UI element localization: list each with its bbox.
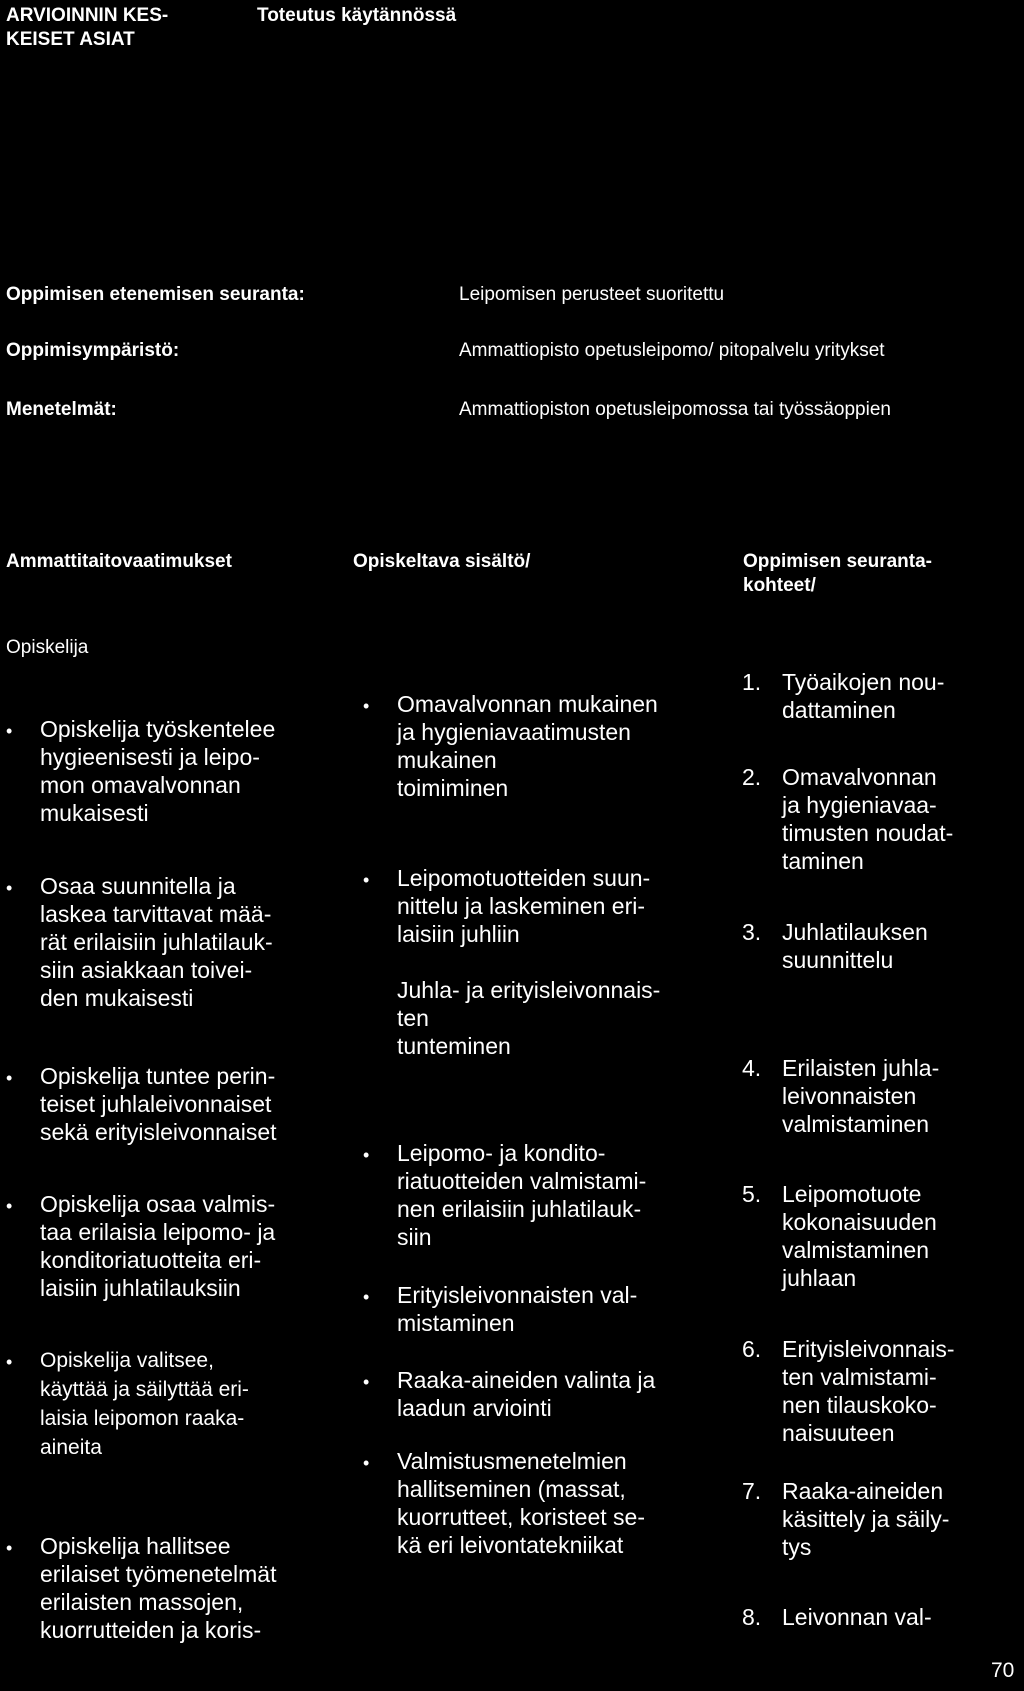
item-number: 6.: [742, 1336, 762, 1362]
list-item: [742, 1603, 1012, 1631]
list-item: • Opiskelija hallitsee erilaiset työmenetelmät erilaisten massojen, kuorrutteiden ja koris-: [0, 1532, 345, 1644]
list-item: • Osaa suunnitella ja laskea tarvittavat mää- rät erilaisiin juhlatilauk- siin asiakkaan toivei- den mukaisesti: [0, 872, 345, 1012]
list-item: • Opiskelija osaa valmis- taa erilaisia leipomo- ja konditoriatuotteita eri- laisiin juhlatilauksiin: [0, 1190, 345, 1302]
item-text: Omavalvonnan ja hygieniavaa- timusten noudat- taminen: [782, 764, 954, 874]
column-header-content: Opiskeltava sisältö/: [353, 551, 531, 572]
column-header-tracking: Oppimisen seuranta- kohteet/: [743, 551, 932, 596]
list-item: [742, 1180, 1012, 1292]
item-number: 7.: [742, 1478, 762, 1504]
progress-label: Oppimisen etenemisen seuranta:: [6, 284, 305, 305]
header-col1: ARVIOINNIN KES- KEISET ASIAT: [6, 5, 169, 50]
item-number: 4.: [742, 1055, 762, 1081]
item-text: Raaka-aineiden käsittely ja säily- tys: [782, 1478, 950, 1560]
item-text: Juhlatilauksen suunnittelu: [782, 919, 928, 973]
item-number: 1.: [742, 669, 762, 695]
item-number: 8.: [742, 1604, 762, 1630]
header-col2: Toteutus käytännössä: [257, 5, 457, 26]
list-item: • Opiskelija työskentelee hygieenisesti ja leipo- mon omavalvonnan mukaisesti: [0, 715, 345, 827]
item-text: Erityisleivonnais- ten valmistami- nen tilauskoko- naisuuteen: [782, 1336, 955, 1446]
list-item: • Erityisleivonnaisten val- mistaminen: [357, 1281, 727, 1337]
methods-label: Menetelmät:: [6, 399, 117, 420]
item-number: 2.: [742, 764, 762, 790]
item-text: Työaikojen nou- dattaminen: [782, 669, 945, 723]
list-item: [742, 1335, 1012, 1447]
item-number: 3.: [742, 919, 762, 945]
environment-value: Ammattiopisto opetusleipomo/ pitopalvelu yritykset: [459, 340, 885, 361]
list-item: [742, 1054, 1012, 1138]
column-header-requirements: Ammattitaitovaatimukset: [6, 551, 232, 572]
environment-label: Oppimisympäristö:: [6, 340, 180, 361]
page-number: 70: [991, 1659, 1015, 1682]
item-text: Erilaisten juhla- leivonnaisten valmistaminen: [782, 1055, 940, 1137]
item-text: Leivonnan val-: [782, 1604, 932, 1630]
list-item: [742, 1477, 1012, 1561]
list-item: • Opiskelija tuntee perin- teiset juhlaleivonnaiset sekä erityisleivonnaiset: [0, 1062, 345, 1146]
intro-text: Opiskelija: [6, 637, 89, 658]
list-item: [742, 763, 1012, 875]
list-item: • Omavalvonnan mukainen ja hygieniavaatimusten mukainen toimiminen: [357, 690, 727, 802]
list-item: • Opiskelija valitsee, käyttää ja säilyttää eri- laisia leipomon raaka- aineita: [0, 1346, 345, 1462]
list-item: [742, 668, 1012, 724]
list-item: • Raaka-aineiden valinta ja laadun arviointi: [357, 1366, 727, 1422]
list-item: • Valmistusmenetelmien hallitseminen (massat, kuorrutteet, koristeet se- kä eri leivontatekniikat: [357, 1447, 727, 1559]
list-item: [742, 918, 1012, 974]
progress-value: Leipomisen perusteet suoritettu: [459, 284, 725, 305]
list-item: • Leipomo- ja kondito- riatuotteiden valmistami- nen erilaisiin juhlatilauk- siin: [357, 1139, 727, 1251]
list-item: • Leipomotuotteiden suun- nittelu ja laskeminen eri- laisiin juhliin Juhla- ja erityisleivonnais- ten tunteminen: [357, 864, 727, 1060]
item-number: 5.: [742, 1181, 762, 1207]
methods-value: Ammattiopiston opetusleipomossa tai työssäoppien: [459, 399, 891, 420]
item-text: Leipomotuote kokonaisuuden valmistaminen juhlaan: [782, 1181, 937, 1291]
